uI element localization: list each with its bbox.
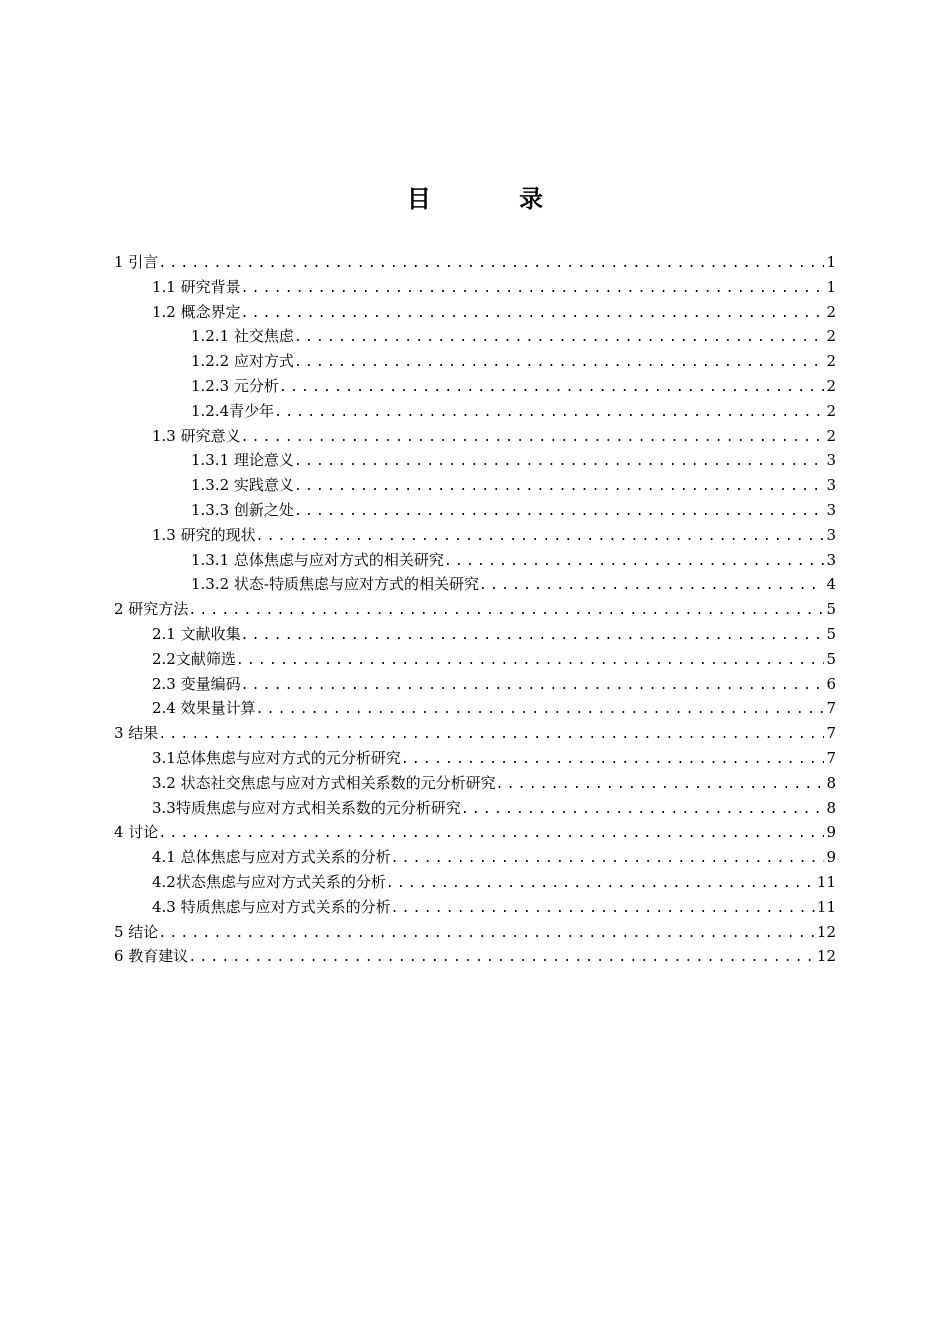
toc-entry[interactable] — [114, 473, 836, 498]
toc-entry-page-number: 5 — [826, 624, 836, 643]
toc-entry[interactable] — [114, 275, 836, 300]
toc-dot-leader — [294, 500, 825, 525]
toc-dot-leader — [188, 599, 824, 624]
toc-entry[interactable] — [114, 300, 836, 325]
toc-entry[interactable] — [114, 920, 836, 945]
toc-entry[interactable] — [114, 895, 836, 920]
toc-entry[interactable] — [114, 498, 836, 523]
toc-dot-leader — [496, 773, 825, 798]
toc-dot-leader — [188, 946, 815, 971]
toc-entry[interactable] — [114, 746, 836, 771]
toc-entry-label: 3.1总体焦虑与应对方式的元分析研究 — [152, 748, 401, 767]
toc-entry[interactable] — [114, 870, 836, 895]
toc-dot-leader — [401, 748, 825, 773]
toc-entry-page-number: 11 — [816, 897, 836, 916]
toc-entry-label: 2.1 文献收集 — [152, 624, 241, 643]
toc-entry[interactable] — [114, 622, 836, 647]
toc-dot-leader — [391, 847, 825, 872]
toc-entry-page-number: 4 — [826, 575, 836, 594]
toc-entry-page-number: 3 — [826, 476, 836, 495]
toc-entry[interactable] — [114, 349, 836, 374]
toc-entry-page-number: 8 — [826, 773, 836, 792]
toc-entry-page-number: 3 — [826, 525, 836, 544]
toc-entry-page-number: 7 — [826, 724, 836, 743]
table-of-contents — [114, 250, 836, 969]
toc-dot-leader — [279, 376, 825, 401]
toc-dot-leader — [158, 252, 824, 277]
toc-dot-leader — [461, 798, 825, 823]
toc-entry-label: 1.2.3 元分析 — [191, 376, 279, 395]
toc-entry-label: 6 教育建议 — [114, 947, 189, 966]
toc-entry-page-number: 9 — [826, 823, 836, 842]
toc-entry[interactable] — [114, 944, 836, 969]
toc-entry[interactable] — [114, 597, 836, 622]
toc-entry-page-number: 2 — [826, 401, 836, 420]
toc-entry[interactable] — [114, 374, 836, 399]
toc-dot-leader — [256, 525, 825, 550]
toc-entry-page-number: 12 — [816, 947, 836, 966]
toc-entry-label: 2.2文献筛选 — [152, 649, 236, 668]
toc-entry-label: 1.3 研究意义 — [152, 426, 241, 445]
toc-entry[interactable] — [114, 820, 836, 845]
toc-entry-label: 3.3特质焦虑与应对方式相关系数的元分析研究 — [152, 798, 461, 817]
toc-entry[interactable] — [114, 647, 836, 672]
toc-entry-label: 4.2状态焦虑与应对方式关系的分析 — [152, 872, 386, 891]
toc-entry[interactable] — [114, 845, 836, 870]
toc-entry[interactable] — [114, 399, 836, 424]
toc-dot-leader — [386, 872, 815, 897]
toc-entry-label: 1.3.2 状态-特质焦虑与应对方式的相关研究 — [191, 575, 480, 594]
toc-entry[interactable] — [114, 696, 836, 721]
toc-entry-page-number: 2 — [826, 426, 836, 445]
toc-entry-label: 1.2.2 应对方式 — [191, 352, 294, 371]
toc-dot-leader — [236, 649, 825, 674]
toc-entry[interactable] — [114, 548, 836, 573]
toc-entry-page-number: 2 — [826, 327, 836, 346]
toc-entry-page-number: 5 — [826, 649, 836, 668]
toc-dot-leader — [391, 897, 815, 922]
toc-entry[interactable] — [114, 424, 836, 449]
toc-entry-label: 1.2.4青少年 — [191, 401, 275, 420]
toc-entry-page-number: 12 — [816, 922, 836, 941]
toc-dot-leader — [294, 351, 825, 376]
toc-dot-leader — [256, 698, 825, 723]
toc-entry-label: 3.2 状态社交焦虑与应对方式相关系数的元分析研究 — [152, 773, 496, 792]
toc-dot-leader — [294, 450, 825, 475]
toc-entry-page-number: 3 — [826, 500, 836, 519]
toc-entry-page-number: 2 — [826, 376, 836, 395]
toc-entry-label: 2.3 变量编码 — [152, 674, 241, 693]
toc-entry[interactable] — [114, 721, 836, 746]
toc-dot-leader — [444, 550, 825, 575]
toc-entry-page-number: 6 — [826, 674, 836, 693]
toc-entry-label: 5 结论 — [114, 922, 159, 941]
toc-entry-label: 1.3.2 实践意义 — [191, 476, 294, 495]
toc-entry-page-number: 3 — [826, 550, 836, 569]
toc-entry-label: 3 结果 — [114, 724, 159, 743]
toc-entry-page-number: 1 — [826, 253, 836, 271]
toc-dot-leader — [294, 326, 825, 351]
toc-entry-label: 1.3.1 理论意义 — [191, 451, 294, 470]
toc-entry-label: 4.1 总体焦虑与应对方式关系的分析 — [152, 848, 391, 867]
toc-entry-page-number: 5 — [826, 600, 836, 619]
toc-entry[interactable] — [114, 771, 836, 796]
toc-dot-leader — [241, 277, 825, 302]
toc-entry[interactable] — [114, 572, 836, 597]
toc-entry-label: 2 研究方法 — [114, 600, 189, 619]
toc-entry[interactable] — [114, 250, 836, 275]
toc-dot-leader — [241, 624, 825, 649]
toc-entry[interactable] — [114, 523, 836, 548]
toc-entry-label: 1 引言 — [114, 253, 159, 271]
toc-entry-label: 1.2 概念界定 — [152, 302, 241, 321]
toc-dot-leader — [479, 574, 824, 599]
toc-entry-label: 4.3 特质焦虑与应对方式关系的分析 — [152, 897, 391, 916]
toc-entry-label: 1.2.1 社交焦虑 — [191, 327, 294, 346]
toc-entry-page-number: 1 — [826, 277, 836, 296]
toc-dot-leader — [158, 922, 815, 947]
toc-entry-page-number: 9 — [826, 848, 836, 867]
toc-dot-leader — [158, 822, 824, 847]
toc-entry-label: 1.1 研究背景 — [152, 277, 241, 296]
toc-entry[interactable] — [114, 324, 836, 349]
toc-entry-page-number: 7 — [826, 699, 836, 718]
toc-entry[interactable] — [114, 796, 836, 821]
toc-entry[interactable] — [114, 448, 836, 473]
toc-entry-label: 1.3.1 总体焦虑与应对方式的相关研究 — [191, 550, 444, 569]
toc-dot-leader — [158, 723, 824, 748]
toc-entry[interactable] — [114, 672, 836, 697]
toc-entry-page-number: 8 — [826, 798, 836, 817]
toc-entry-page-number: 3 — [826, 451, 836, 470]
toc-entry-label: 1.3.3 创新之处 — [191, 500, 294, 519]
toc-dot-leader — [241, 302, 825, 327]
toc-dot-leader — [241, 426, 825, 451]
toc-entry-page-number: 7 — [826, 748, 836, 767]
toc-entry-page-number: 2 — [826, 352, 836, 371]
toc-entry-page-number: 2 — [826, 302, 836, 321]
toc-entry-label: 2.4 效果量计算 — [152, 699, 256, 718]
toc-dot-leader — [241, 674, 825, 699]
toc-dot-leader — [274, 401, 824, 426]
toc-title: 目 录 — [406, 185, 584, 213]
toc-entry-label: 1.3 研究的现状 — [152, 525, 256, 544]
toc-entry-label: 4 讨论 — [114, 823, 159, 842]
toc-entry-page-number: 11 — [816, 872, 836, 891]
toc-dot-leader — [294, 475, 825, 500]
